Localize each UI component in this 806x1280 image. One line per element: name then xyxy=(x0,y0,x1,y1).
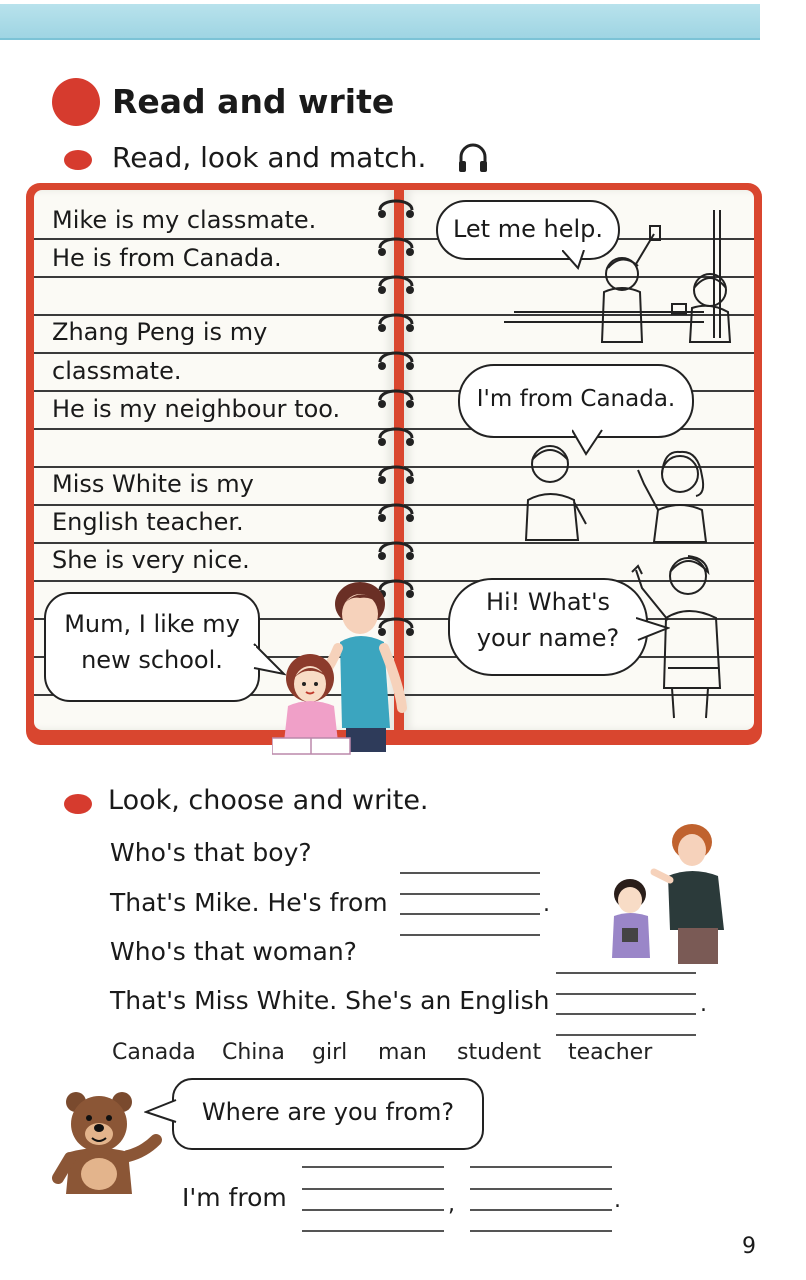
bubble-tail xyxy=(144,1096,178,1126)
writing-line[interactable] xyxy=(556,1034,696,1036)
word-bank-item: student xyxy=(457,1040,542,1065)
page-number: 9 xyxy=(742,1234,756,1259)
writing-line[interactable] xyxy=(302,1166,444,1168)
headphones-icon xyxy=(456,141,490,175)
boy-and-teacher-illustration xyxy=(608,820,738,966)
writing-line[interactable] xyxy=(400,893,540,895)
speech-bubble-bear xyxy=(172,1078,484,1150)
boy-and-girl-drawing xyxy=(520,440,720,550)
period: . xyxy=(543,892,550,917)
writing-line[interactable] xyxy=(302,1230,444,1232)
word-bank-item: girl xyxy=(312,1040,348,1065)
question-line: That's Miss White. She's an English xyxy=(110,986,550,1015)
question-line: Who's that boy? xyxy=(110,838,312,867)
mother-and-daughter-illustration xyxy=(272,578,432,758)
word-bank-item: Canada xyxy=(112,1040,196,1065)
writing-line[interactable] xyxy=(400,872,540,874)
text-line: Zhang Peng is my xyxy=(52,318,268,346)
question-line: Who's that woman? xyxy=(110,937,357,966)
text-line: classmate. xyxy=(52,357,182,385)
writing-line[interactable] xyxy=(470,1209,612,1211)
writing-line[interactable] xyxy=(470,1230,612,1232)
period: . xyxy=(614,1188,621,1213)
task-bullet xyxy=(64,150,92,170)
text-line: English teacher. xyxy=(52,508,244,536)
writing-line[interactable] xyxy=(400,913,540,915)
text-line: Miss White is my xyxy=(52,470,254,498)
writing-line[interactable] xyxy=(556,972,696,974)
writing-line[interactable] xyxy=(302,1209,444,1211)
writing-line[interactable] xyxy=(400,934,540,936)
task-bullet xyxy=(64,794,92,814)
writing-line[interactable] xyxy=(556,993,696,995)
bubble-text: Where are you from? xyxy=(201,1098,455,1126)
speech-bubble-girl xyxy=(44,592,260,702)
text-line: He is my neighbour too. xyxy=(52,395,341,423)
boy-writing-board-drawing xyxy=(504,208,752,348)
speech-bubble-canada xyxy=(458,364,694,438)
bubble-line: your name? xyxy=(476,624,620,652)
question-line: That's Mike. He's from xyxy=(110,888,388,917)
word-bank-item: teacher xyxy=(568,1040,653,1065)
text-line: He is from Canada. xyxy=(52,244,282,272)
text-line: Mike is my classmate. xyxy=(52,206,317,234)
comma: , xyxy=(448,1192,455,1217)
bubble-text: I'm from Canada. xyxy=(476,386,676,412)
answer-prompt: I'm from xyxy=(182,1183,287,1212)
bubble-line: Mum, I like my xyxy=(64,610,240,638)
bubble-text: Let me help. xyxy=(452,215,604,243)
bubble-line: Hi! What's xyxy=(485,588,611,616)
word-bank-item: man xyxy=(378,1040,427,1065)
bubble-line: new school. xyxy=(81,646,223,674)
writing-line[interactable] xyxy=(556,1013,696,1015)
task2-title: Look, choose and write. xyxy=(108,785,429,816)
top-banner xyxy=(0,4,760,40)
writing-line[interactable] xyxy=(470,1188,612,1190)
writing-line[interactable] xyxy=(302,1188,444,1190)
word-bank-item: China xyxy=(222,1040,285,1065)
task1-title: Read, look and match. xyxy=(112,141,427,174)
section-heading: Read and write xyxy=(112,82,395,121)
text-line: She is very nice. xyxy=(52,546,250,574)
writing-line[interactable] xyxy=(470,1166,612,1168)
period: . xyxy=(700,992,707,1017)
teacher-waving-drawing xyxy=(628,548,738,724)
speech-bubble-name xyxy=(448,578,648,676)
section-bullet xyxy=(52,78,100,126)
